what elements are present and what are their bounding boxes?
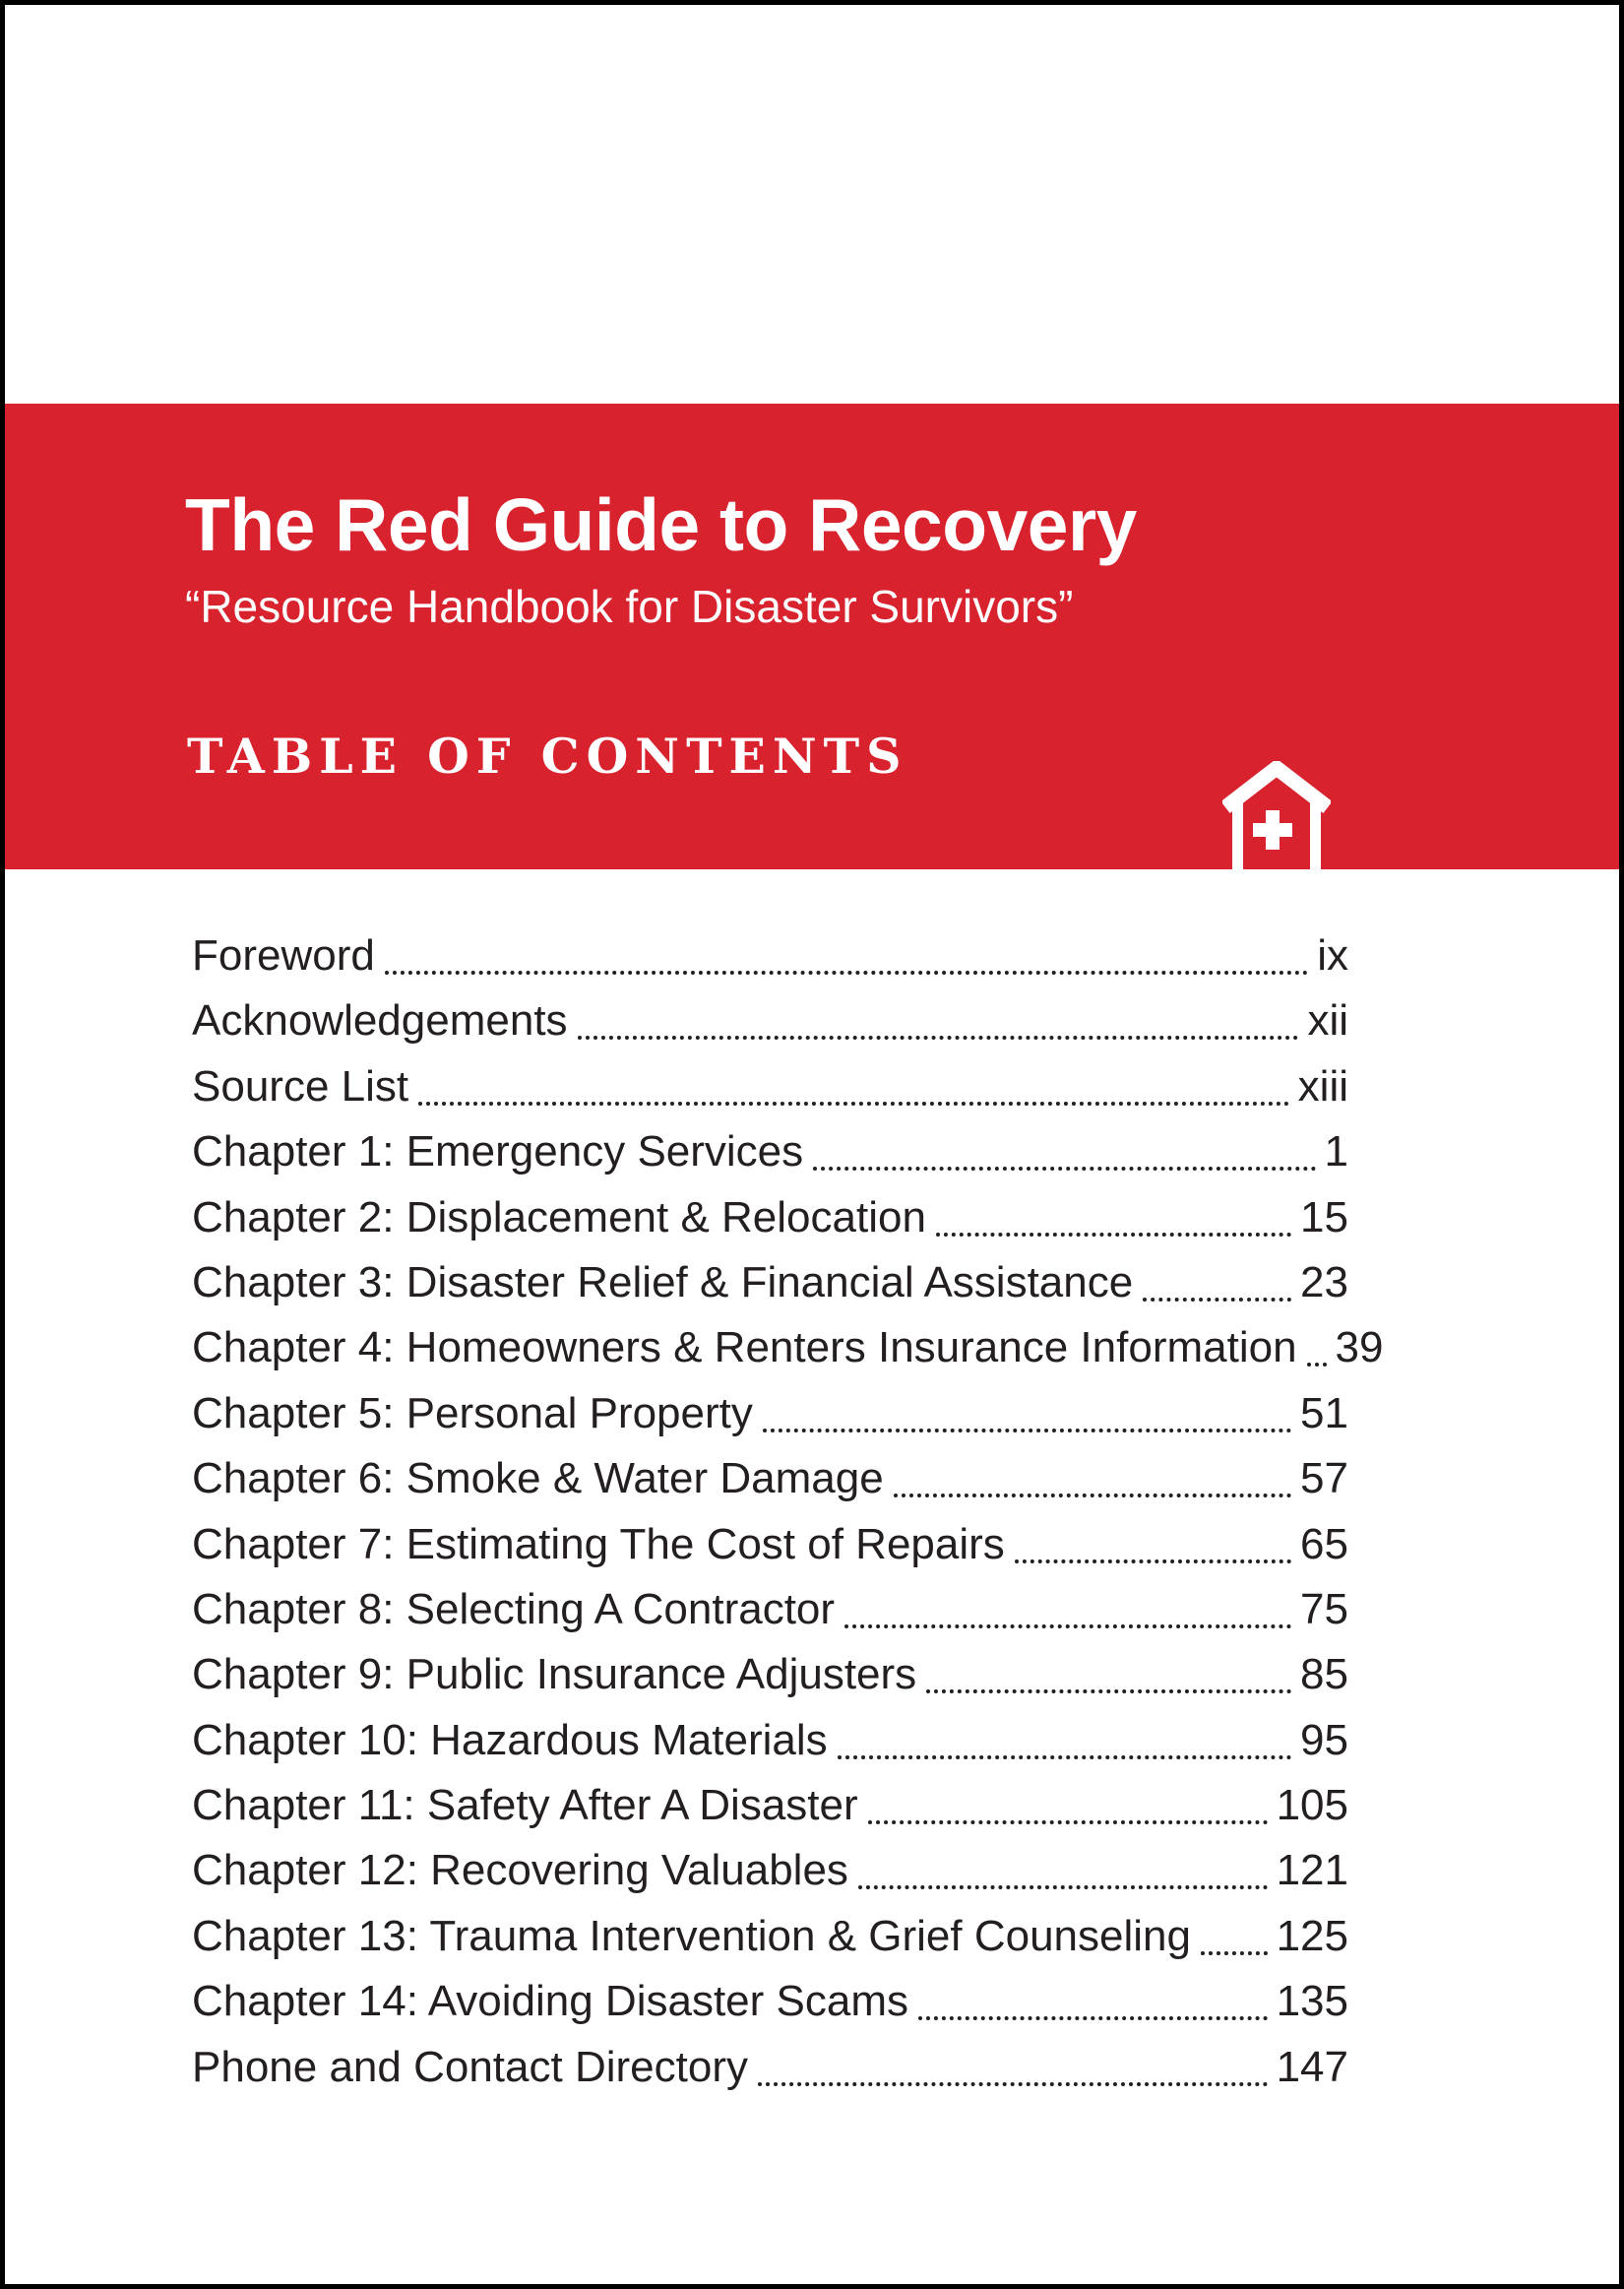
toc-leader-dots [1201,1904,1268,1955]
header-band [5,404,1619,869]
toc-entry-page: 1 [1324,1127,1348,1176]
toc-entry-label: Chapter 10: Hazardous Materials [192,1715,828,1764]
toc-entry-label: Chapter 1: Emergency Services [192,1127,804,1176]
toc-entry-page: 23 [1300,1257,1348,1306]
toc-entry-label: Chapter 6: Smoke & Water Damage [192,1454,884,1503]
toc-entry-label: Chapter 12: Recovering Valuables [192,1846,848,1895]
toc-leader-dots [936,1185,1291,1237]
toc-entry-page: 125 [1276,1911,1348,1960]
toc-entry-page: ix [1317,931,1348,980]
toc-entry-page: xiii [1297,1061,1348,1111]
toc-entry [192,1119,1348,1184]
toc-entry-page: 65 [1300,1519,1348,1568]
toc-entry-label: Source List [192,1061,409,1111]
toc-entry-label: Chapter 9: Public Insurance Adjusters [192,1650,917,1699]
toc-entry [192,988,1348,1053]
toc-entry [192,1446,1348,1511]
toc-leader-dots [1015,1512,1291,1563]
book-subtitle: “Resource Handbook for Disaster Survivors” [185,581,1074,632]
book-title: The Red Guide to Recovery [185,483,1137,566]
toc-entry [192,1054,1348,1119]
toc-entry-label: Chapter 7: Estimating The Cost of Repairs [192,1519,1005,1568]
toc-leader-dots [1307,1315,1327,1367]
toc-entry-label: Chapter 11: Safety After A Disaster [192,1781,858,1830]
toc-entry-page: 15 [1300,1192,1348,1241]
toc-entry [192,1512,1348,1577]
toc-entry [192,1315,1384,1380]
toc-leader-dots [758,2035,1268,2086]
toc-list [192,923,1384,2100]
toc-leader-dots [894,1446,1291,1497]
toc-leader-dots [868,1773,1268,1824]
toc-entry-page: 85 [1300,1650,1348,1699]
toc-entry-page: 105 [1276,1781,1348,1830]
toc-entry [192,1904,1348,1969]
toc-entry-page: 57 [1300,1454,1348,1503]
toc-entry [192,1838,1348,1903]
table-of-contents-heading: TABLE OF CONTENTS [187,728,908,785]
toc-leader-dots [918,1969,1268,2020]
toc-entry [192,1642,1348,1707]
toc-entry-label: Chapter 8: Selecting A Contractor [192,1584,836,1633]
toc-entry-label: Foreword [192,931,375,980]
toc-entry [192,1185,1348,1250]
toc-leader-dots [813,1119,1315,1171]
toc-leader-dots [926,1642,1291,1693]
toc-entry [192,1381,1348,1446]
toc-entry-label: Chapter 4: Homeowners & Renters Insurance Information [192,1323,1297,1372]
toc-leader-dots [858,1838,1268,1889]
toc-leader-dots [844,1577,1291,1628]
toc-entry [192,1773,1348,1838]
toc-entry-page: 39 [1335,1323,1384,1372]
toc-leader-dots [1143,1250,1291,1302]
toc-entry-label: Phone and Contact Directory [192,2042,748,2091]
toc-entry [192,923,1348,988]
toc-entry [192,1708,1348,1773]
toc-entry-page: 95 [1300,1715,1348,1764]
toc-entry-label: Chapter 5: Personal Property [192,1388,753,1437]
toc-leader-dots [578,988,1299,1040]
toc-entry [192,2035,1348,2100]
toc-entry-page: xii [1307,996,1348,1046]
toc-entry-label: Chapter 13: Trauma Intervention & Grief Counseling [192,1911,1191,1960]
toc-entry-page: 51 [1300,1388,1348,1437]
toc-leader-dots [385,923,1308,975]
toc-entry-page: 75 [1300,1584,1348,1633]
toc-entry-label: Chapter 2: Displacement & Relocation [192,1192,926,1241]
toc-leader-dots [763,1381,1291,1432]
toc-entry-label: Acknowledgements [192,996,568,1046]
toc-entry-label: Chapter 14: Avoiding Disaster Scams [192,1977,908,2026]
toc-entry [192,1577,1348,1642]
toc-entry-page: 147 [1276,2042,1348,2091]
toc-entry [192,1969,1348,2034]
toc-leader-dots [418,1054,1289,1106]
toc-leader-dots [838,1708,1291,1759]
house-medical-cross-icon [1222,761,1331,869]
toc-entry-label: Chapter 3: Disaster Relief & Financial Assistance [192,1257,1134,1306]
toc-entry [192,1250,1348,1315]
toc-entry-page: 121 [1276,1846,1348,1895]
toc-entry-page: 135 [1276,1977,1348,2026]
